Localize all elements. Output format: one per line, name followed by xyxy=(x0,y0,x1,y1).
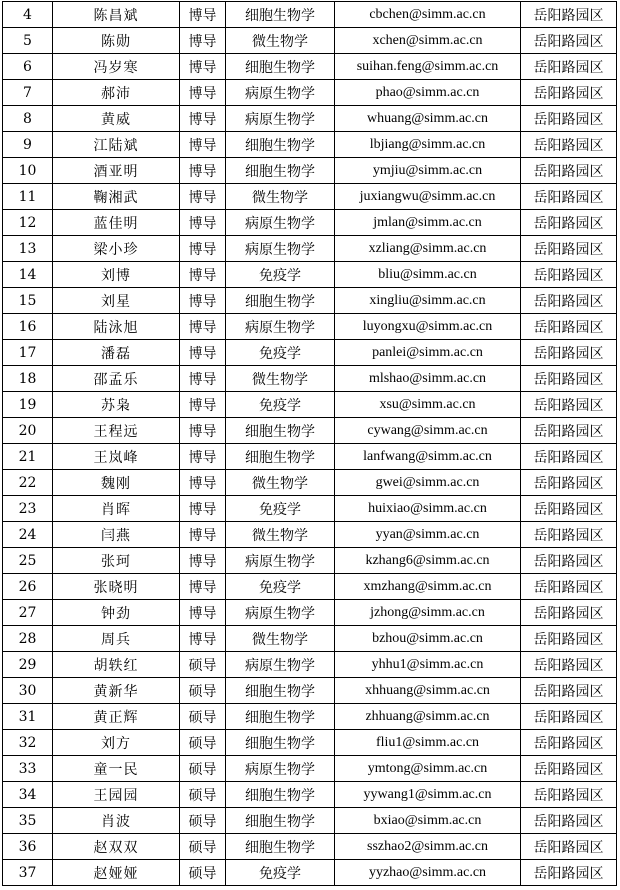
advisor-name: 酒亚明 xyxy=(53,158,180,184)
advisor-name: 潘磊 xyxy=(53,340,180,366)
advisor-name: 钟劲 xyxy=(53,600,180,626)
research-field: 细胞生物学 xyxy=(226,418,335,444)
advisor-name: 刘方 xyxy=(53,730,180,756)
email-address: ymjiu@simm.ac.cn xyxy=(335,158,521,184)
advisor-name: 肖晖 xyxy=(53,496,180,522)
research-field: 细胞生物学 xyxy=(226,444,335,470)
email-address: cywang@simm.ac.cn xyxy=(335,418,521,444)
campus-name: 岳阳路园区 xyxy=(521,28,617,54)
research-field: 细胞生物学 xyxy=(226,704,335,730)
advisor-table-body xyxy=(3,2,617,886)
advisor-name: 冯岁寒 xyxy=(53,54,180,80)
email-address: xsu@simm.ac.cn xyxy=(335,392,521,418)
table-row xyxy=(3,262,617,288)
research-field: 免疫学 xyxy=(226,496,335,522)
research-field: 细胞生物学 xyxy=(226,132,335,158)
campus-name: 岳阳路园区 xyxy=(521,600,617,626)
research-field: 细胞生物学 xyxy=(226,288,335,314)
campus-name: 岳阳路园区 xyxy=(521,184,617,210)
campus-name: 岳阳路园区 xyxy=(521,860,617,886)
table-row xyxy=(3,704,617,730)
advisor-name: 陈勋 xyxy=(53,28,180,54)
email-address: yyan@simm.ac.cn xyxy=(335,522,521,548)
table-row xyxy=(3,184,617,210)
advisor-name: 刘星 xyxy=(53,288,180,314)
campus-name: 岳阳路园区 xyxy=(521,626,617,652)
email-address: bxiao@simm.ac.cn xyxy=(335,808,521,834)
row-number: 24 xyxy=(3,522,53,548)
advisor-type: 博导 xyxy=(180,28,226,54)
advisor-type: 博导 xyxy=(180,574,226,600)
research-field: 免疫学 xyxy=(226,392,335,418)
email-address: xingliu@simm.ac.cn xyxy=(335,288,521,314)
campus-name: 岳阳路园区 xyxy=(521,782,617,808)
advisor-name: 梁小珍 xyxy=(53,236,180,262)
advisor-type: 博导 xyxy=(180,262,226,288)
table-row xyxy=(3,548,617,574)
table-row xyxy=(3,782,617,808)
email-address: cbchen@simm.ac.cn xyxy=(335,2,521,28)
advisor-type: 博导 xyxy=(180,522,226,548)
research-field: 免疫学 xyxy=(226,574,335,600)
table-row xyxy=(3,626,617,652)
email-address: whuang@simm.ac.cn xyxy=(335,106,521,132)
research-field: 病原生物学 xyxy=(226,80,335,106)
table-row xyxy=(3,340,617,366)
advisor-name: 蓝佳明 xyxy=(53,210,180,236)
campus-name: 岳阳路园区 xyxy=(521,418,617,444)
table-row xyxy=(3,288,617,314)
email-address: kzhang6@simm.ac.cn xyxy=(335,548,521,574)
table-row xyxy=(3,2,617,28)
row-number: 12 xyxy=(3,210,53,236)
advisor-name: 王程远 xyxy=(53,418,180,444)
email-address: juxiangwu@simm.ac.cn xyxy=(335,184,521,210)
row-number: 6 xyxy=(3,54,53,80)
advisor-type: 博导 xyxy=(180,236,226,262)
advisor-type: 硕导 xyxy=(180,730,226,756)
advisor-type: 硕导 xyxy=(180,756,226,782)
advisor-type: 博导 xyxy=(180,392,226,418)
table-row xyxy=(3,574,617,600)
email-address: mlshao@simm.ac.cn xyxy=(335,366,521,392)
advisor-type: 硕导 xyxy=(180,834,226,860)
row-number: 5 xyxy=(3,28,53,54)
research-field: 微生物学 xyxy=(226,184,335,210)
advisor-name: 张晓明 xyxy=(53,574,180,600)
campus-name: 岳阳路园区 xyxy=(521,470,617,496)
campus-name: 岳阳路园区 xyxy=(521,340,617,366)
email-address: jzhong@simm.ac.cn xyxy=(335,600,521,626)
table-row xyxy=(3,28,617,54)
row-number: 7 xyxy=(3,80,53,106)
research-field: 微生物学 xyxy=(226,522,335,548)
advisor-name: 张珂 xyxy=(53,548,180,574)
advisor-type: 硕导 xyxy=(180,704,226,730)
campus-name: 岳阳路园区 xyxy=(521,54,617,80)
table-row xyxy=(3,366,617,392)
advisor-type: 博导 xyxy=(180,2,226,28)
campus-name: 岳阳路园区 xyxy=(521,210,617,236)
advisor-name: 江陆斌 xyxy=(53,132,180,158)
research-field: 病原生物学 xyxy=(226,548,335,574)
campus-name: 岳阳路园区 xyxy=(521,262,617,288)
email-address: lbjiang@simm.ac.cn xyxy=(335,132,521,158)
row-number: 21 xyxy=(3,444,53,470)
advisor-type: 博导 xyxy=(180,548,226,574)
advisor-type: 博导 xyxy=(180,470,226,496)
advisor-name: 赵娅娅 xyxy=(53,860,180,886)
email-address: xchen@simm.ac.cn xyxy=(335,28,521,54)
email-address: luyongxu@simm.ac.cn xyxy=(335,314,521,340)
advisor-type: 博导 xyxy=(180,626,226,652)
research-field: 免疫学 xyxy=(226,340,335,366)
row-number: 19 xyxy=(3,392,53,418)
row-number: 16 xyxy=(3,314,53,340)
email-address: xzliang@simm.ac.cn xyxy=(335,236,521,262)
research-field: 细胞生物学 xyxy=(226,808,335,834)
row-number: 17 xyxy=(3,340,53,366)
campus-name: 岳阳路园区 xyxy=(521,236,617,262)
advisor-type: 硕导 xyxy=(180,678,226,704)
row-number: 32 xyxy=(3,730,53,756)
campus-name: 岳阳路园区 xyxy=(521,314,617,340)
research-field: 微生物学 xyxy=(226,470,335,496)
table-row xyxy=(3,860,617,886)
research-field: 病原生物学 xyxy=(226,756,335,782)
advisor-type: 博导 xyxy=(180,366,226,392)
row-number: 27 xyxy=(3,600,53,626)
row-number: 37 xyxy=(3,860,53,886)
campus-name: 岳阳路园区 xyxy=(521,366,617,392)
table-row xyxy=(3,470,617,496)
table-row xyxy=(3,730,617,756)
table-row xyxy=(3,444,617,470)
advisor-type: 博导 xyxy=(180,418,226,444)
email-address: yywang1@simm.ac.cn xyxy=(335,782,521,808)
row-number: 33 xyxy=(3,756,53,782)
email-address: bliu@simm.ac.cn xyxy=(335,262,521,288)
campus-name: 岳阳路园区 xyxy=(521,158,617,184)
advisor-name: 陆泳旭 xyxy=(53,314,180,340)
advisor-name: 魏刚 xyxy=(53,470,180,496)
advisor-name: 苏枭 xyxy=(53,392,180,418)
row-number: 15 xyxy=(3,288,53,314)
row-number: 34 xyxy=(3,782,53,808)
table-row xyxy=(3,418,617,444)
row-number: 30 xyxy=(3,678,53,704)
research-field: 细胞生物学 xyxy=(226,678,335,704)
advisor-name: 黄新华 xyxy=(53,678,180,704)
campus-name: 岳阳路园区 xyxy=(521,678,617,704)
advisor-name: 周兵 xyxy=(53,626,180,652)
table-row xyxy=(3,834,617,860)
advisor-name: 闫燕 xyxy=(53,522,180,548)
row-number: 26 xyxy=(3,574,53,600)
research-field: 微生物学 xyxy=(226,366,335,392)
advisor-type: 硕导 xyxy=(180,860,226,886)
email-address: ymtong@simm.ac.cn xyxy=(335,756,521,782)
advisor-name: 童一民 xyxy=(53,756,180,782)
row-number: 28 xyxy=(3,626,53,652)
advisor-type: 博导 xyxy=(180,210,226,236)
campus-name: 岳阳路园区 xyxy=(521,288,617,314)
advisor-type: 博导 xyxy=(180,340,226,366)
email-address: gwei@simm.ac.cn xyxy=(335,470,521,496)
row-number: 29 xyxy=(3,652,53,678)
table-row xyxy=(3,392,617,418)
email-address: panlei@simm.ac.cn xyxy=(335,340,521,366)
campus-name: 岳阳路园区 xyxy=(521,834,617,860)
advisor-type: 博导 xyxy=(180,80,226,106)
email-address: bzhou@simm.ac.cn xyxy=(335,626,521,652)
campus-name: 岳阳路园区 xyxy=(521,444,617,470)
advisor-name: 肖波 xyxy=(53,808,180,834)
campus-name: 岳阳路园区 xyxy=(521,522,617,548)
advisor-type: 博导 xyxy=(180,158,226,184)
email-address: suihan.feng@simm.ac.cn xyxy=(335,54,521,80)
campus-name: 岳阳路园区 xyxy=(521,496,617,522)
table-row xyxy=(3,132,617,158)
research-field: 病原生物学 xyxy=(226,600,335,626)
table-row xyxy=(3,106,617,132)
advisor-type: 博导 xyxy=(180,106,226,132)
row-number: 36 xyxy=(3,834,53,860)
email-address: xmzhang@simm.ac.cn xyxy=(335,574,521,600)
row-number: 25 xyxy=(3,548,53,574)
email-address: jmlan@simm.ac.cn xyxy=(335,210,521,236)
row-number: 13 xyxy=(3,236,53,262)
research-field: 病原生物学 xyxy=(226,236,335,262)
research-field: 细胞生物学 xyxy=(226,834,335,860)
advisor-name: 胡轶红 xyxy=(53,652,180,678)
row-number: 18 xyxy=(3,366,53,392)
email-address: phao@simm.ac.cn xyxy=(335,80,521,106)
table-row xyxy=(3,236,617,262)
research-field: 细胞生物学 xyxy=(226,2,335,28)
advisor-type: 博导 xyxy=(180,600,226,626)
research-field: 病原生物学 xyxy=(226,210,335,236)
row-number: 20 xyxy=(3,418,53,444)
advisor-type: 博导 xyxy=(180,314,226,340)
research-field: 免疫学 xyxy=(226,860,335,886)
campus-name: 岳阳路园区 xyxy=(521,392,617,418)
email-address: xhhuang@simm.ac.cn xyxy=(335,678,521,704)
table-row xyxy=(3,808,617,834)
table-row xyxy=(3,652,617,678)
advisor-type: 硕导 xyxy=(180,782,226,808)
advisor-name: 郝沛 xyxy=(53,80,180,106)
advisor-table xyxy=(2,1,617,886)
table-row xyxy=(3,522,617,548)
advisor-type: 博导 xyxy=(180,184,226,210)
advisor-name: 刘博 xyxy=(53,262,180,288)
table-row xyxy=(3,678,617,704)
research-field: 病原生物学 xyxy=(226,652,335,678)
advisor-name: 黄威 xyxy=(53,106,180,132)
advisor-name: 赵双双 xyxy=(53,834,180,860)
email-address: fliu1@simm.ac.cn xyxy=(335,730,521,756)
research-field: 病原生物学 xyxy=(226,106,335,132)
advisor-type: 博导 xyxy=(180,132,226,158)
campus-name: 岳阳路园区 xyxy=(521,652,617,678)
research-field: 细胞生物学 xyxy=(226,782,335,808)
campus-name: 岳阳路园区 xyxy=(521,808,617,834)
campus-name: 岳阳路园区 xyxy=(521,548,617,574)
campus-name: 岳阳路园区 xyxy=(521,574,617,600)
email-address: yhhu1@simm.ac.cn xyxy=(335,652,521,678)
campus-name: 岳阳路园区 xyxy=(521,2,617,28)
advisor-type: 博导 xyxy=(180,288,226,314)
row-number: 4 xyxy=(3,2,53,28)
advisor-type: 硕导 xyxy=(180,652,226,678)
research-field: 细胞生物学 xyxy=(226,730,335,756)
row-number: 8 xyxy=(3,106,53,132)
advisor-name: 黄正辉 xyxy=(53,704,180,730)
row-number: 22 xyxy=(3,470,53,496)
advisor-name: 王园园 xyxy=(53,782,180,808)
row-number: 23 xyxy=(3,496,53,522)
email-address: sszhao2@simm.ac.cn xyxy=(335,834,521,860)
research-field: 细胞生物学 xyxy=(226,54,335,80)
research-field: 微生物学 xyxy=(226,626,335,652)
advisor-name: 王岚峰 xyxy=(53,444,180,470)
table-row xyxy=(3,158,617,184)
row-number: 31 xyxy=(3,704,53,730)
email-address: lanfwang@simm.ac.cn xyxy=(335,444,521,470)
research-field: 病原生物学 xyxy=(226,314,335,340)
table-row xyxy=(3,600,617,626)
advisor-name: 邵孟乐 xyxy=(53,366,180,392)
table-row xyxy=(3,496,617,522)
advisor-type: 博导 xyxy=(180,496,226,522)
advisor-name: 陈昌斌 xyxy=(53,2,180,28)
campus-name: 岳阳路园区 xyxy=(521,132,617,158)
row-number: 10 xyxy=(3,158,53,184)
campus-name: 岳阳路园区 xyxy=(521,756,617,782)
advisor-name: 鞠湘武 xyxy=(53,184,180,210)
row-number: 11 xyxy=(3,184,53,210)
research-field: 细胞生物学 xyxy=(226,158,335,184)
research-field: 微生物学 xyxy=(226,28,335,54)
advisor-type: 博导 xyxy=(180,444,226,470)
email-address: yyzhao@simm.ac.cn xyxy=(335,860,521,886)
table-row xyxy=(3,756,617,782)
campus-name: 岳阳路园区 xyxy=(521,106,617,132)
table-row xyxy=(3,54,617,80)
table-row xyxy=(3,210,617,236)
row-number: 9 xyxy=(3,132,53,158)
advisor-type: 博导 xyxy=(180,54,226,80)
row-number: 14 xyxy=(3,262,53,288)
table-row xyxy=(3,314,617,340)
table-row xyxy=(3,80,617,106)
research-field: 免疫学 xyxy=(226,262,335,288)
campus-name: 岳阳路园区 xyxy=(521,704,617,730)
campus-name: 岳阳路园区 xyxy=(521,80,617,106)
campus-name: 岳阳路园区 xyxy=(521,730,617,756)
email-address: zhhuang@simm.ac.cn xyxy=(335,704,521,730)
advisor-type: 硕导 xyxy=(180,808,226,834)
row-number: 35 xyxy=(3,808,53,834)
email-address: huixiao@simm.ac.cn xyxy=(335,496,521,522)
